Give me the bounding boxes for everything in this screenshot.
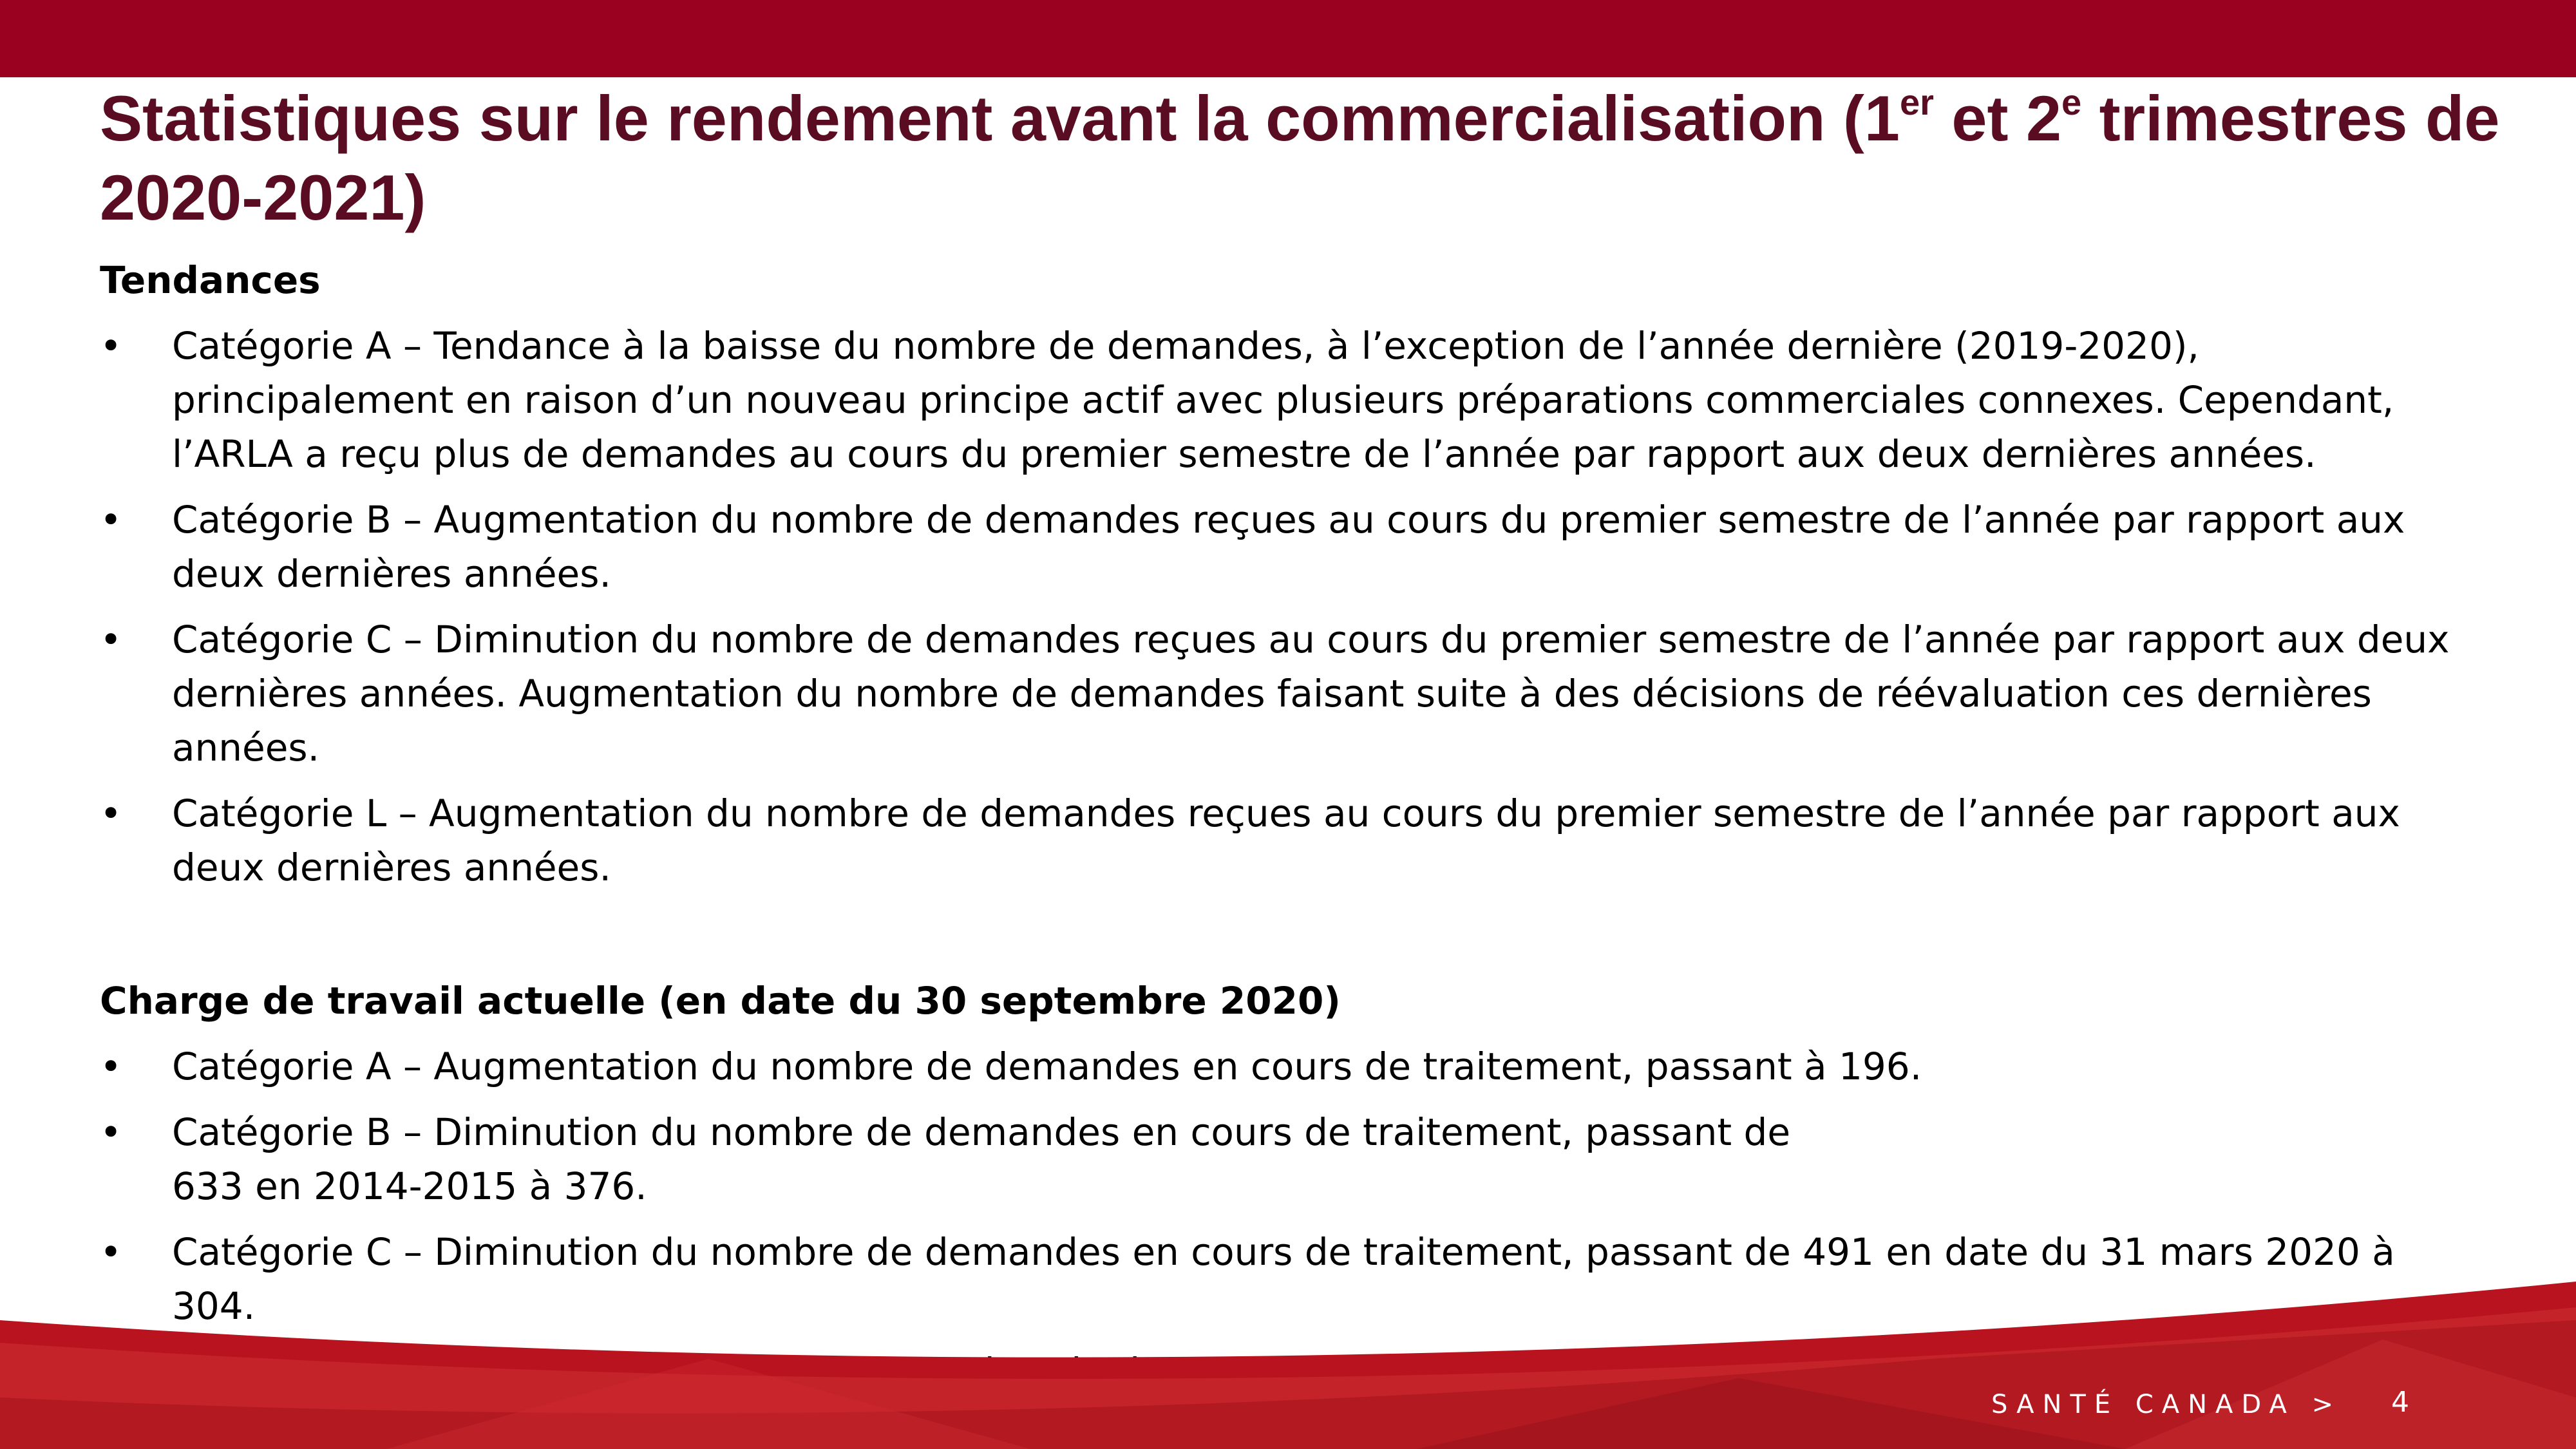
list-item <box>100 1105 2483 1213</box>
bullet-icon: • <box>100 1045 122 1088</box>
page-number: 4 <box>2391 1386 2409 1419</box>
list-item-text: Catégorie A – Augmentation du nombre de demandes en cours de traitement, passant à 196. <box>172 1045 1922 1088</box>
slide-title: Statistiques sur le rendement avant la commercialisation (1er et 2e trimestres de 2020-2021) <box>100 82 2500 233</box>
footer-band <box>0 1282 2576 1449</box>
workload-heading: Charge de travail actuelle (en date du 30 septembre 2020) <box>100 979 1341 1023</box>
bullet-icon: • <box>100 1230 122 1274</box>
trends-heading: Tendances <box>100 258 321 302</box>
bullet-icon: • <box>100 324 122 368</box>
header-bar <box>0 0 2576 77</box>
footer-wave-graphic <box>0 1282 2576 1449</box>
list-item-text: Catégorie B – Augmentation du nombre de demandes reçues au cours du premier semestre de l’année par rapport aux deux dernières années. <box>172 498 2405 596</box>
list-item-text: Catégorie C – Diminution du nombre de demandes reçues au cours du premier semestre de l’année par rapport aux deux dernières années. Augmentation du nombre de demandes faisant suite à des décisions de réévaluation ces dernières années. <box>172 618 2450 770</box>
bullet-icon: • <box>100 618 122 661</box>
list-item <box>100 786 2483 895</box>
bullet-icon: • <box>100 498 122 542</box>
bullet-icon: • <box>100 1110 122 1154</box>
list-item <box>100 493 2483 601</box>
list-item <box>100 1039 2483 1094</box>
trends-list <box>100 319 2483 906</box>
list-item <box>100 319 2483 481</box>
list-item <box>100 612 2483 775</box>
list-item-text: Catégorie C – Diminution du nombre de demandes en cours de traitement, passant de 491 en date du 31 mars 2020 à 304. <box>172 1230 2395 1328</box>
list-item-text: Catégorie L – Augmentation du nombre de demandes reçues au cours du premier semestre de l’année par rapport aux deux dernières années. <box>172 791 2400 889</box>
list-item-text: Catégorie A – Tendance à la baisse du nombre de demandes, à l’exception de l’année dernière (2019-2020), principalement en raison d’un nouveau principe actif avec plusieurs préparations commerciales connexes. Cependant, l’ARLA a reçu plus de demandes au cours du premier semestre de l’année par rapport aux deux dernières années. <box>172 324 2394 476</box>
footer-brand: SANTÉ CANADA > <box>1991 1390 2342 1419</box>
list-item-text: Catégorie B – Diminution du nombre de demandes en cours de traitement, passant de 633 en 2014-2015 à 376. <box>172 1110 1791 1208</box>
bullet-icon: • <box>100 791 122 835</box>
